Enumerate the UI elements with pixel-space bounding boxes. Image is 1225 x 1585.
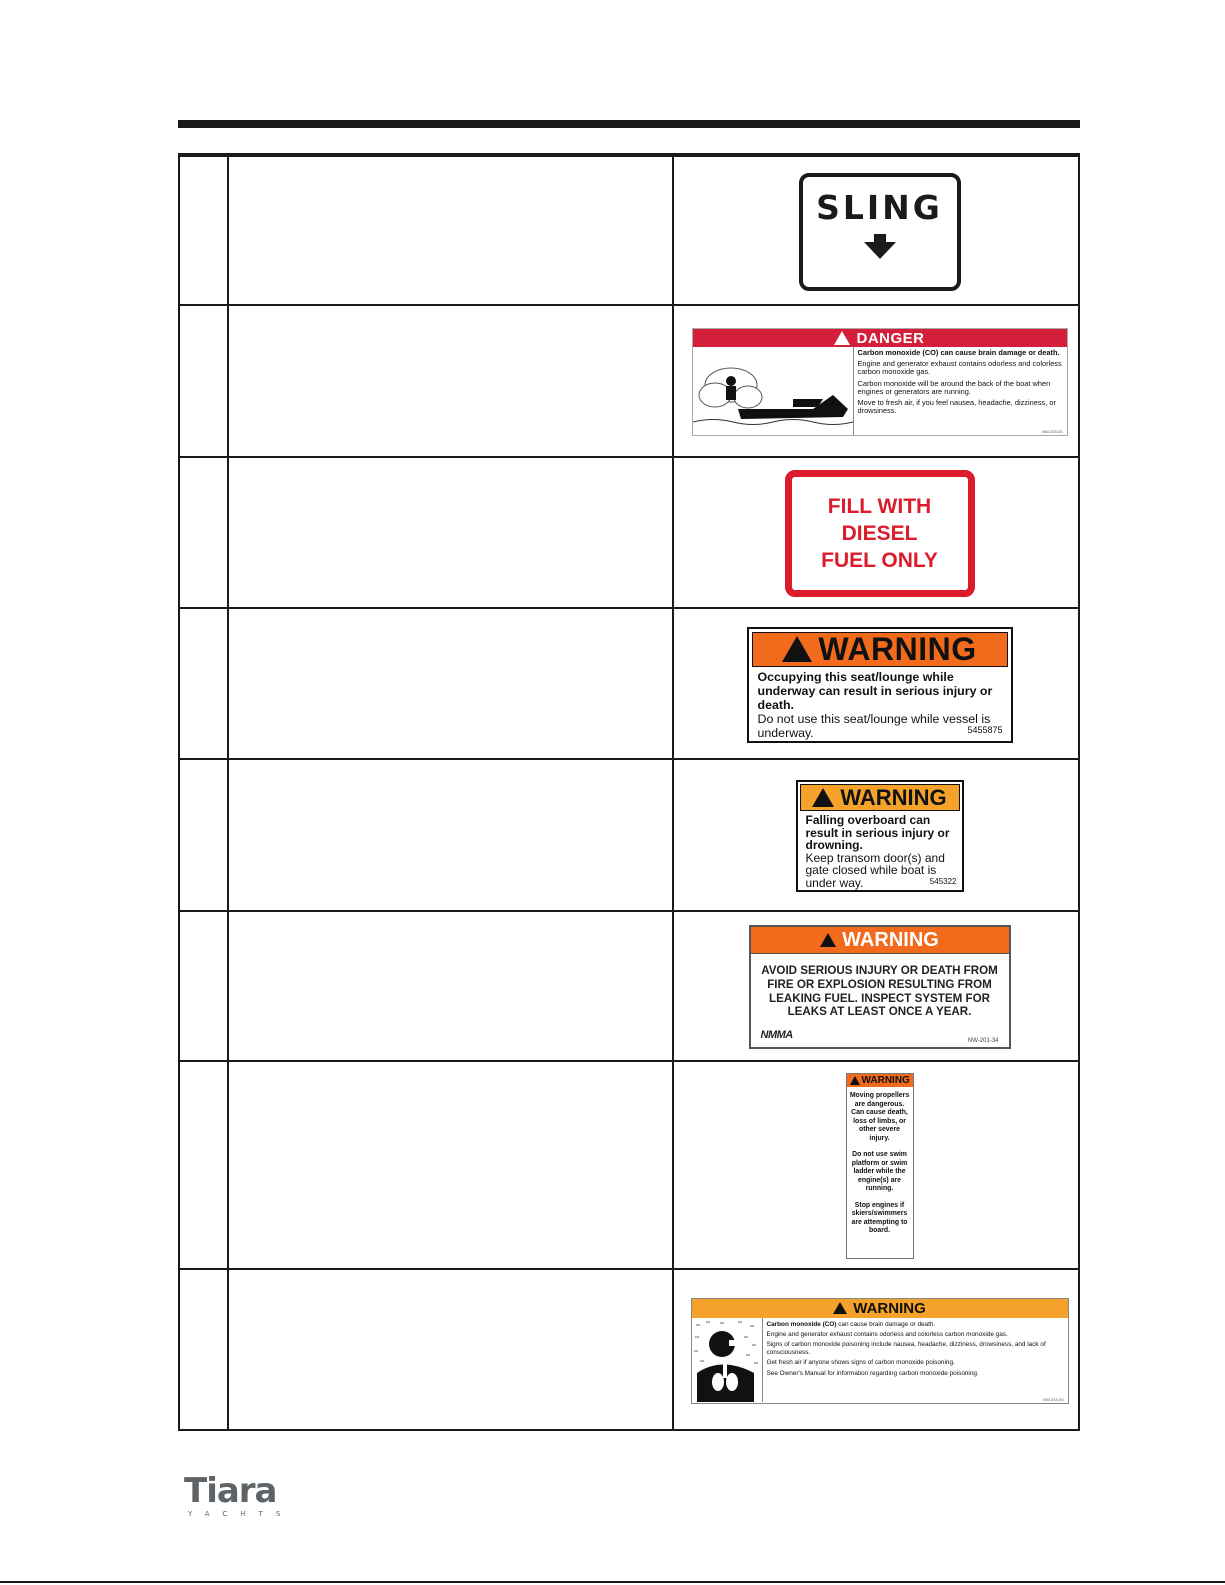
warning-triangle-icon — [834, 331, 850, 345]
fuel-leak-warning-label — [749, 925, 1011, 1049]
svg-text:co: co — [737, 1318, 742, 1324]
danger-header-text: DANGER — [856, 329, 925, 347]
danger-co-label — [692, 328, 1068, 436]
logo-word: Tiara — [184, 1471, 277, 1511]
co-line-5: See Owner's Manual for information regarding carbon monoxide poisoning. — [766, 1369, 979, 1377]
propeller-warning-label — [846, 1073, 914, 1259]
diesel-line-3: FUEL ONLY — [821, 549, 938, 572]
svg-text:co: co — [753, 1359, 758, 1365]
table-row — [180, 758, 1078, 912]
warning-header-text: WARNING — [853, 1299, 926, 1317]
warning-triangle-icon — [782, 636, 812, 662]
propeller-text-2: Do not use swim platform or swim ladder while the engine(s) are running. — [851, 1151, 908, 1192]
table-row — [180, 304, 1078, 458]
nmma-logo: NMMA — [760, 1029, 793, 1041]
label-image-cell — [681, 458, 1078, 609]
label-image-cell — [681, 912, 1078, 1062]
warning-header-text: WARNING — [861, 1075, 910, 1086]
danger-line-2: Engine and generator exhaust contains odorless and colorless carbon monoxide gas. — [857, 359, 1062, 377]
co-line-3: Signs of carbon monoxide poisoning include nausea, headache, dizziness, drowsiness, and lack of consciousness. — [766, 1341, 1046, 1356]
seat-warning-label — [747, 627, 1013, 743]
footer-rule — [0, 1581, 1225, 1583]
svg-text:co: co — [693, 1347, 698, 1353]
warning-triangle-icon — [812, 788, 834, 807]
danger-line-3: Carbon monoxide will be around the back of the boat when engines or generators are running. — [857, 378, 1051, 396]
propeller-text-3: Stop engines if skiers/swimmers are attempting to board. — [851, 1201, 908, 1234]
co-warning-label — [691, 1298, 1069, 1404]
svg-text:co: co — [745, 1351, 750, 1357]
label-code: NW-233-03 — [1042, 429, 1063, 434]
warning-header — [847, 1074, 913, 1087]
label-code: NW-201-34 — [967, 1038, 999, 1044]
co-line-2: Engine and generator exhaust contains odorless and colorless carbon monoxide gas. — [766, 1330, 1008, 1338]
fuel-leak-text: AVOID SERIOUS INJURY OR DEATH FROM FIRE OR EXPLOSION RESULTING FROM LEAKING FUEL. INSPECT SYSTEM FOR LEAKS AT LEAST ONCE A YEAR. — [761, 964, 998, 1019]
svg-text:co: co — [695, 1321, 700, 1327]
warning-header — [752, 632, 1008, 667]
label-code: NW-234-00 — [1043, 1396, 1064, 1402]
diesel-line-2: DIESEL — [841, 522, 918, 545]
warning-header-text: WARNING — [842, 928, 939, 951]
warning-header — [692, 1299, 1068, 1318]
warning-header — [751, 927, 1009, 954]
danger-text — [854, 347, 1067, 435]
table-row — [180, 1268, 1078, 1431]
logo-sub: YACHTS — [188, 1510, 294, 1518]
label-image-cell — [681, 1270, 1078, 1431]
table-row — [180, 910, 1078, 1062]
header-rule — [178, 120, 1080, 128]
tiara-yachts-logo — [184, 1471, 294, 1524]
danger-line-4: Move to fresh air, if you feel nausea, headache, dizziness, or drowsiness. — [857, 398, 1056, 416]
danger-header — [693, 329, 1067, 347]
table-row — [180, 1060, 1078, 1270]
warning-header-text: WARNING — [840, 784, 947, 810]
co-line-4: Get fresh air if anyone shows signs of carbon monoxide poisoning. — [766, 1359, 955, 1367]
warning-header-text: WARNING — [818, 630, 977, 667]
label-code: 5455875 — [967, 724, 1003, 735]
propeller-text-1: Moving propellers are dangerous. Can cause death, loss of limbs, or other severe injury. — [849, 1092, 910, 1142]
co-line-1: can cause brain damage or death. — [836, 1320, 936, 1328]
co-warning-text — [763, 1318, 1068, 1402]
svg-text:co: co — [699, 1357, 704, 1363]
boat-exhaust-illustration — [693, 347, 854, 435]
warning-triangle-icon — [850, 1076, 860, 1085]
co-lead: Carbon monoxide (CO) — [766, 1320, 837, 1328]
label-image-cell — [681, 306, 1078, 458]
warning-triangle-icon — [820, 933, 836, 947]
label-image-cell — [681, 609, 1078, 760]
label-image-cell — [681, 157, 1078, 306]
label-image-cell — [681, 760, 1078, 912]
svg-text:co: co — [743, 1333, 748, 1339]
sling-label — [799, 173, 961, 291]
label-image-cell — [681, 1062, 1078, 1270]
diesel-fuel-label — [785, 470, 975, 597]
down-arrow-icon — [864, 242, 896, 259]
seat-warning-bold: Occupying this seat/lounge while underway can result in serious injury or death. — [757, 669, 993, 712]
svg-text:co: co — [749, 1322, 754, 1328]
label-code: 545322 — [929, 877, 957, 887]
diesel-line-1: FILL WITH — [827, 495, 932, 518]
warning-header — [800, 784, 960, 811]
overboard-warning-label — [796, 780, 964, 892]
svg-text:co: co — [694, 1333, 699, 1339]
svg-text:co: co — [719, 1319, 724, 1325]
svg-text:co: co — [705, 1318, 710, 1324]
co-poisoning-illustration — [692, 1318, 763, 1402]
sling-text: SLING — [816, 187, 943, 227]
seat-warning-normal: Do not use this seat/lounge while vessel is underway. — [757, 711, 991, 740]
overboard-warning-normal: Keep transom door(s) and gate closed while boat is under way. — [805, 850, 945, 890]
warning-triangle-icon — [833, 1302, 847, 1314]
table-row — [180, 155, 1078, 306]
table-row — [180, 607, 1078, 760]
table-row — [180, 456, 1078, 609]
overboard-warning-bold: Falling overboard can result in serious injury or drowning. — [805, 813, 950, 853]
danger-line-1: Carbon monoxide (CO) can cause brain damage or death. — [857, 348, 1060, 357]
label-table — [178, 153, 1080, 1431]
svg-text:co: co — [751, 1341, 756, 1347]
